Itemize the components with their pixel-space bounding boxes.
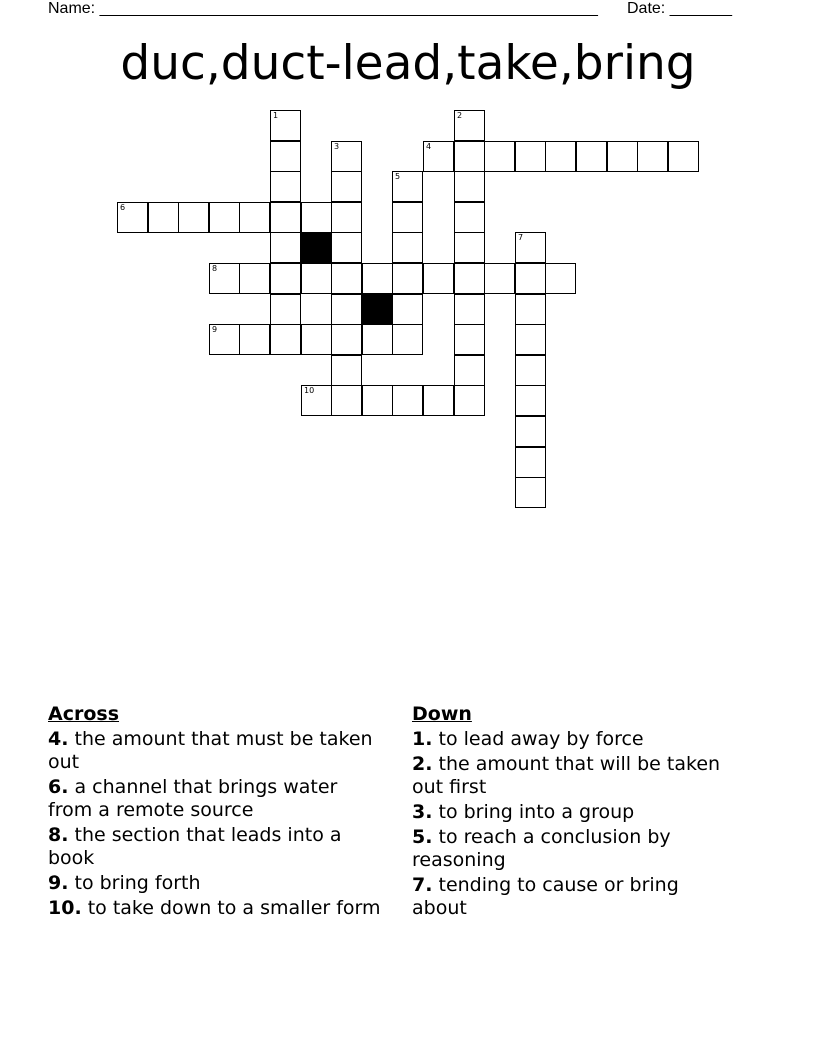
grid-cell[interactable] (301, 263, 332, 294)
grid-cell[interactable] (392, 324, 423, 355)
down-clues (412, 702, 732, 922)
grid-cell[interactable] (484, 263, 515, 294)
cell-number: 4 (426, 142, 432, 151)
date-field-label: Date: _______ (627, 0, 732, 17)
grid-cell[interactable] (454, 385, 485, 416)
grid-cell[interactable] (209, 324, 240, 355)
clue-number: 10. (48, 897, 82, 919)
clue-text: the amount that will be taken out first (412, 753, 721, 798)
grid-cell[interactable] (515, 385, 546, 416)
clue-text: to lead away by force (438, 728, 644, 750)
grid-cell[interactable] (331, 232, 362, 263)
grid-cell[interactable] (301, 324, 332, 355)
across-clue (48, 728, 383, 774)
grid-cell[interactable] (270, 294, 301, 325)
grid-cell[interactable] (331, 324, 362, 355)
grid-cell[interactable] (545, 141, 576, 172)
grid-cell[interactable] (607, 141, 638, 172)
down-clue (412, 801, 732, 824)
cell-number: 6 (120, 203, 126, 212)
cell-number: 2 (457, 111, 463, 120)
down-heading: Down (412, 703, 472, 725)
grid-cell[interactable] (362, 385, 393, 416)
clue-text: to bring into a group (438, 801, 635, 823)
grid-cell[interactable] (515, 141, 546, 172)
clue-number: 8. (48, 824, 69, 846)
cell-number: 10 (304, 386, 315, 395)
clue-number: 6. (48, 776, 69, 798)
grid-cell[interactable] (239, 263, 270, 294)
grid-cell[interactable] (515, 477, 546, 508)
grid-cell[interactable] (454, 202, 485, 233)
grid-cell[interactable] (331, 294, 362, 325)
grid-cell[interactable] (454, 263, 485, 294)
grid-cell[interactable] (392, 171, 423, 202)
grid-cell[interactable] (239, 324, 270, 355)
grid-cell[interactable] (392, 232, 423, 263)
cell-number: 1 (273, 111, 279, 120)
grid-cell[interactable] (209, 202, 240, 233)
clue-number: 9. (48, 872, 69, 894)
grid-cell[interactable] (454, 294, 485, 325)
grid-cell[interactable] (392, 385, 423, 416)
grid-cell[interactable] (270, 232, 301, 263)
down-clue (412, 826, 732, 872)
grid-cell[interactable] (331, 141, 362, 172)
clue-text: the section that leads into a book (48, 824, 342, 869)
grid-cell[interactable] (454, 141, 485, 172)
grid-cell[interactable] (392, 294, 423, 325)
grid-cell[interactable] (331, 263, 362, 294)
across-clues (48, 702, 383, 922)
grid-cell[interactable] (515, 232, 546, 263)
grid-cell[interactable] (362, 324, 393, 355)
grid-cell[interactable] (270, 324, 301, 355)
grid-cell[interactable] (209, 263, 240, 294)
grid-cell[interactable] (331, 171, 362, 202)
clue-text: to reach a conclusion by reasoning (412, 826, 671, 871)
grid-cell[interactable] (392, 263, 423, 294)
name-field-label: Name: ________________________________________________________ (48, 0, 598, 17)
clue-number: 7. (412, 874, 433, 896)
puzzle-title: duc,duct-lead,take,bring (120, 36, 696, 91)
down-clue (412, 728, 732, 751)
cell-number: 9 (212, 325, 218, 334)
grid-cell[interactable] (301, 202, 332, 233)
grid-cell[interactable] (270, 263, 301, 294)
grid-cell[interactable] (331, 355, 362, 386)
grid-cell[interactable] (515, 416, 546, 447)
clue-number: 2. (412, 753, 433, 775)
grid-cell[interactable] (454, 324, 485, 355)
black-square (362, 294, 393, 325)
cell-number: 5 (395, 172, 401, 181)
grid-cell[interactable] (270, 110, 301, 141)
grid-cell[interactable] (117, 202, 148, 233)
clue-text: the amount that must be taken out (48, 728, 373, 773)
black-square (301, 232, 332, 263)
clue-number: 1. (412, 728, 433, 750)
across-clue-list (48, 728, 383, 920)
grid-cell[interactable] (515, 263, 546, 294)
clue-number: 4. (48, 728, 69, 750)
grid-cell[interactable] (515, 294, 546, 325)
grid-cell[interactable] (148, 202, 179, 233)
across-clue (48, 897, 383, 920)
grid-cell[interactable] (454, 171, 485, 202)
down-clue-list (412, 728, 732, 920)
clue-text: tending to cause or bring about (412, 874, 679, 919)
grid-cell[interactable] (362, 263, 393, 294)
cell-number: 7 (518, 233, 524, 242)
grid-cell[interactable] (454, 232, 485, 263)
grid-cell[interactable] (576, 141, 607, 172)
across-clue (48, 824, 383, 870)
grid-cell[interactable] (515, 447, 546, 478)
grid-cell[interactable] (178, 202, 209, 233)
grid-cell[interactable] (637, 141, 668, 172)
grid-cell[interactable] (239, 202, 270, 233)
grid-cell[interactable] (270, 171, 301, 202)
grid-cell[interactable] (331, 385, 362, 416)
across-heading: Across (48, 703, 120, 725)
clue-text: to take down to a smaller form (87, 897, 381, 919)
grid-cell[interactable] (454, 355, 485, 386)
grid-cell[interactable] (331, 202, 362, 233)
cell-number: 8 (212, 264, 218, 273)
grid-cell[interactable] (668, 141, 699, 172)
grid-cell[interactable] (454, 110, 485, 141)
grid-cell[interactable] (270, 141, 301, 172)
grid-cell[interactable] (545, 263, 576, 294)
grid-cell[interactable] (423, 141, 454, 172)
down-clue (412, 874, 732, 920)
across-clue (48, 776, 383, 822)
grid-cell[interactable] (484, 141, 515, 172)
grid-cell[interactable] (515, 355, 546, 386)
clue-text: a channel that brings water from a remote source (48, 776, 338, 821)
across-clue (48, 872, 383, 895)
cell-number: 3 (334, 142, 340, 151)
grid-cell[interactable] (423, 385, 454, 416)
crossword-grid (0, 0, 816, 520)
grid-cell[interactable] (392, 202, 423, 233)
down-clue (412, 753, 732, 799)
grid-cell[interactable] (423, 263, 454, 294)
clue-number: 5. (412, 826, 433, 848)
grid-cell[interactable] (270, 202, 301, 233)
clue-number: 3. (412, 801, 433, 823)
grid-cell[interactable] (515, 324, 546, 355)
clue-text: to bring forth (74, 872, 201, 894)
grid-cell[interactable] (301, 385, 332, 416)
